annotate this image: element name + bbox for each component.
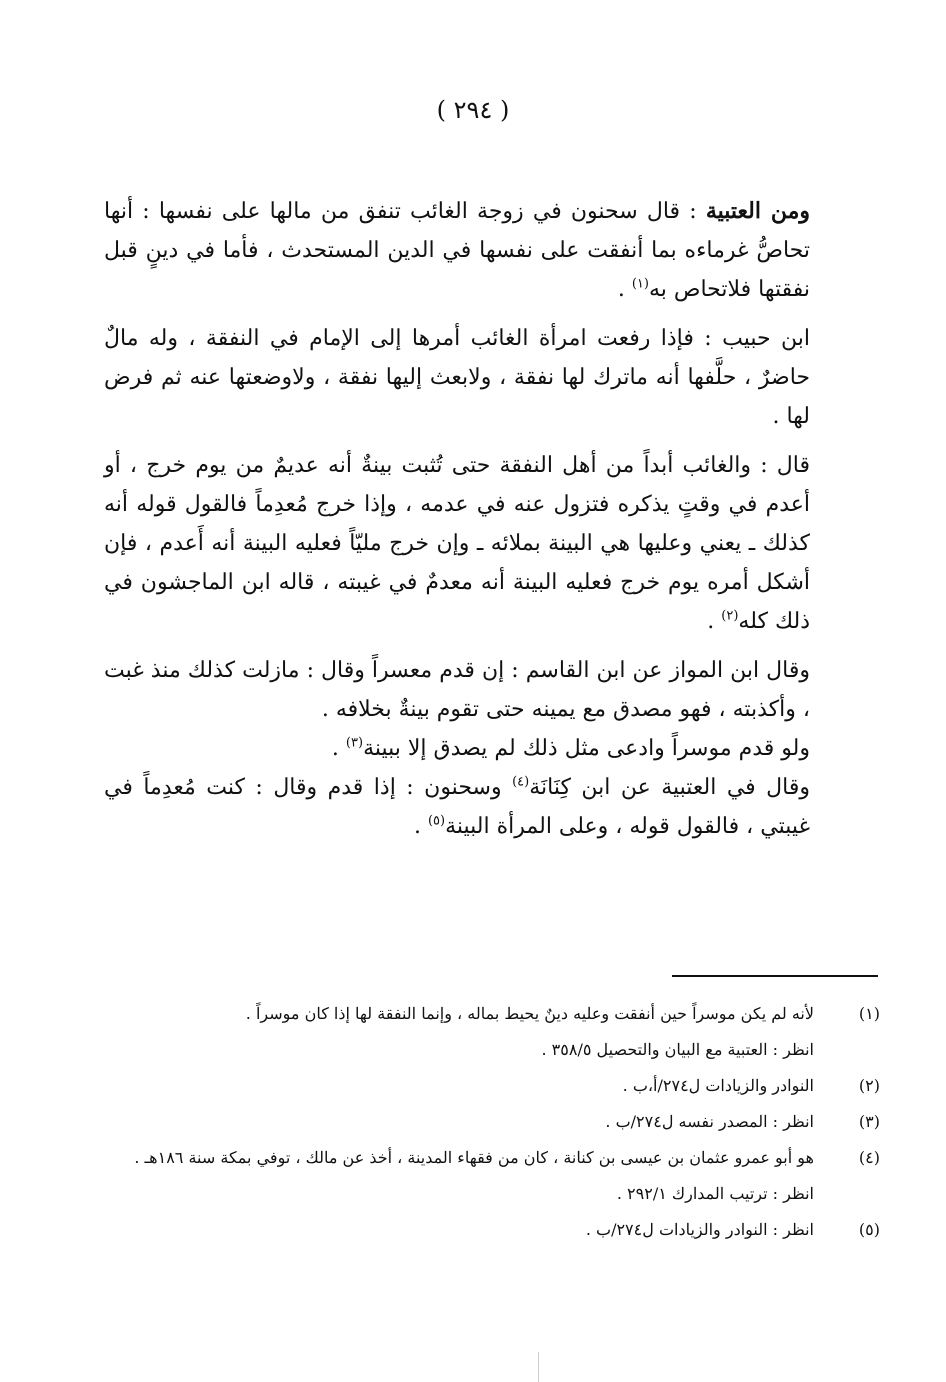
footnote-continuation: انظر : العتبية مع البيان والتحصيل ٣٥٨/٥ . <box>541 1040 814 1059</box>
footnote-number: (١) <box>858 1004 880 1023</box>
paragraph-2 <box>104 319 810 436</box>
footnote-ref-2[interactable]: (٢) <box>721 608 739 624</box>
paragraph-tail: . <box>331 736 346 761</box>
footnote-ref-1[interactable]: (١) <box>631 276 649 292</box>
footnote-divider <box>672 975 878 977</box>
footnote-text: هو أبو عمرو عثمان بن عيسى بن كنانة ، كان من فقهاء المدينة ، أخذ عن مالك ، توفي بمكة سنة ١٨٦هـ . <box>134 1148 814 1167</box>
footnote-5 <box>104 1212 880 1248</box>
footnote-ref-5[interactable]: (٥) <box>427 813 446 829</box>
paragraph-lead: ومن العتبية <box>705 198 810 224</box>
paragraph-text: ولو قدم موسراً وادعى مثل ذلك لم يصدق إلا ببينة <box>363 736 810 761</box>
footnote-ref-4[interactable]: (٤) <box>512 774 530 790</box>
footnote-text: لأنه لم يكن موسراً حين أنفقت وعليه دينٌ يحيط بماله ، وإنما النفقة لها إذا كان موسراً . <box>245 1004 814 1023</box>
footnote-text: انظر : النوادر والزيادات ل٢٧٤/ب . <box>585 1220 814 1239</box>
paragraph-5 <box>104 729 810 768</box>
footnote-text: انظر : المصدر نفسه ل٢٧٤/ب . <box>605 1112 814 1131</box>
paragraph-text: قال : والغائب أبداً من أهل النفقة حتى تُثبت بينةٌ أنه عديمٌ من يوم خرج ، أو أعدم في وقتٍ يذكره فتزول عنه في عدمه ، وإذا خرج مُعدِماً فالقول قوله أنه كذلك ـ يعني وعليها هي البينة بملائه ـ وإن خرج مليّاً فعليه البينة أنه أَعدم ، فإن أشكل أمره يوم خرج فعليه البينة أنه معدمٌ في غيبته ، قاله ابن الماجشون في ذلك كله <box>104 453 811 634</box>
paragraph-tail: . <box>617 277 632 302</box>
paragraph-text: : قال سحنون في زوجة الغائب تنفق من مالها على نفسها : أنها تحاصُّ غرماءه بما أنفقت على نفسها في الدين المستحدث ، فأما في دينٍ قبل نفقتها فلاتحاص به <box>104 199 810 302</box>
footnotes <box>104 996 880 1248</box>
footnote-4 <box>104 1140 880 1176</box>
footnote-2 <box>104 1068 880 1104</box>
footnote-number: (٥) <box>858 1220 880 1239</box>
paragraph-text: ابن حبيب : فإذا رفعت امرأة الغائب أمرها إلى الإمام في النفقة ، وله مالٌ حاضرٌ ، حلَّفها أنه ماترك لها نفقة ، ولابعث إليها نفقة ، ولاوضعتها عنه ثم فرض لها . <box>104 326 810 429</box>
paragraph-text: وقال ابن المواز عن ابن القاسم : إن قدم معسراً وقال : مازلت كذلك منذ غبت ، وأكذبته ، فهو مصدق مع يمينه حتى تقوم بينةٌ بخلافه . <box>104 658 810 722</box>
footnote-ref-3[interactable]: (٣) <box>345 735 364 751</box>
paragraph-tail: . <box>413 814 428 839</box>
scan-mark <box>538 1352 539 1382</box>
footnote-1 <box>104 996 880 1032</box>
paragraph-6 <box>104 768 810 846</box>
main-text <box>104 192 810 856</box>
footnote-number: (٣) <box>858 1112 880 1131</box>
footnote-3 <box>104 1104 880 1140</box>
paragraph-text: وقال في العتبية عن ابن كِنَانَة <box>529 775 810 800</box>
paragraph-text-cont: وسحنون : إذا قدم وقال : كنت مُعدِماً في غيبتي ، فالقول قوله ، وعلى المرأة البينة <box>104 775 810 839</box>
footnote-text: النوادر والزيادات ل٢٧٤/أ،ب . <box>622 1076 814 1095</box>
paragraph-4 <box>104 651 810 729</box>
paragraph-3 <box>104 446 810 641</box>
footnote-number: (٢) <box>858 1076 880 1095</box>
page-number: ( ٢٩٤ ) <box>436 96 510 124</box>
footnote-number: (٤) <box>858 1148 880 1167</box>
paragraph-1 <box>104 192 810 309</box>
paragraph-tail: . <box>707 609 722 634</box>
footnote-continuation: انظر : ترتيب المدارك ٢٩٢/١ . <box>616 1184 814 1203</box>
